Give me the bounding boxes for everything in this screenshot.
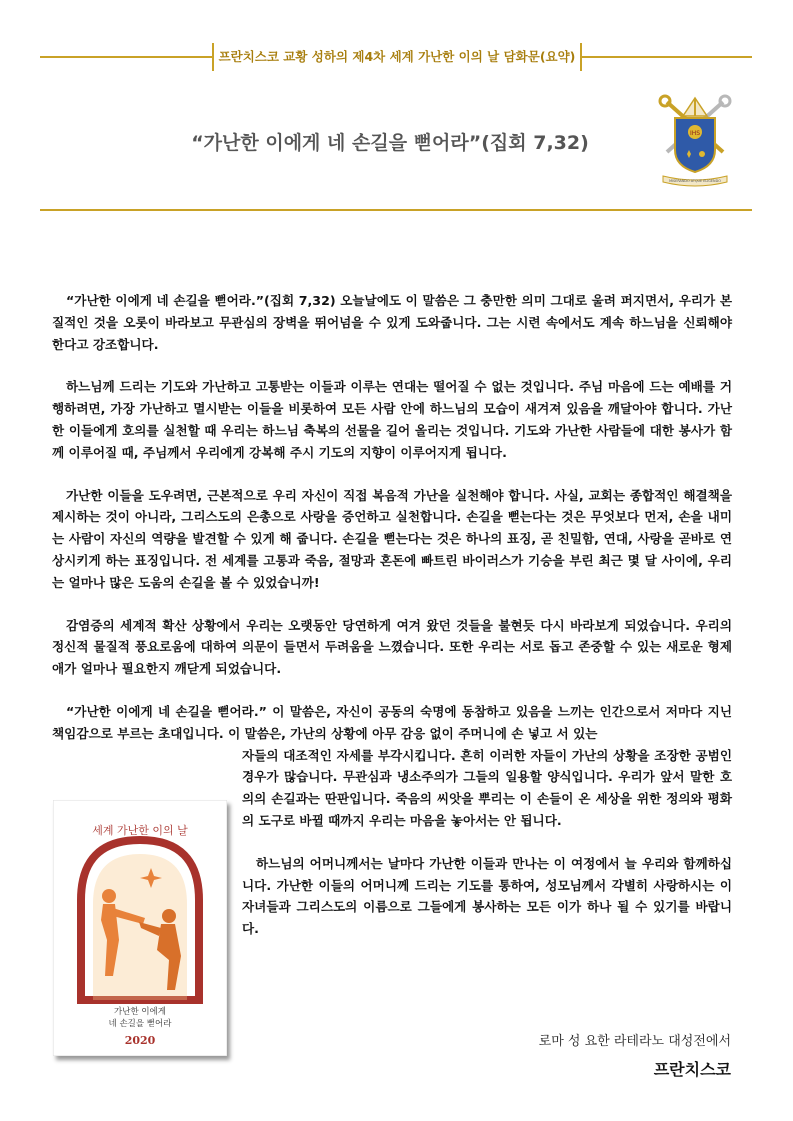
- poster-year: 2020: [124, 1034, 156, 1047]
- paragraph: “가난한 이에게 네 손길을 뻗어라.” 이 말씀은, 자신이 공동의 숙명에 동참하고 있음을 느끼는 인간으로서 저마다 지닌 책임감으로 부르는 초대입니다. 이 말씀은, 가난의 상황에 아무 감응 없이 주머니에 손 넣고 서 있는: [52, 703, 732, 741]
- world-day-of-the-poor-poster: [53, 800, 227, 1056]
- paragraph: “가난한 이에게 네 손길을 뻗어라.”(집회 7,32) 오늘날에도 이 말씀은 그 충만한 의미 그대로 울려 퍼지면서, 우리가 본질적인 것을 오롯이 바라보고 무관심의 장벽을 뛰어넘을 수 있게 도와줍니다. 그는 시련 속에서도 계속 하느님을 신뢰해야 한다고 강조합니다.: [52, 293, 732, 352]
- signature-block: [539, 1030, 731, 1080]
- signature-name: 프란치스코: [653, 1060, 731, 1079]
- header-label: 프란치스코 교황 성하의 제4차 세계 가난한 이의 날 담화문(요약): [212, 43, 582, 71]
- paragraph: 하느님께 드리는 기도와 가난하고 고통받는 이들과 이루는 연대는 떨어질 수 없는 것입니다. 주님 마음에 드는 예배를 거행하려면, 가장 가난하고 멸시받는 이들을 비롯하여 모든 사람 안에 하느님의 모습이 새겨져 있음을 깨달아야 합니다. 가난한 이들에게 호의를 실천할 때 우리는 하느님 축복의 선물을 길어 올리는 것입니다. 기도와 가난한 사람들에 대한 봉사가 함께 이루어질 때, 주님께서 우리에게 강복해 주시 기도의 지향이 이루어지게 됩니다.: [52, 379, 732, 460]
- svg-text:IHS: IHS: [689, 130, 701, 137]
- poster-line-2: 네 손길을 뻗어라: [108, 1019, 172, 1029]
- wrapped-text-block: [242, 745, 732, 940]
- paragraph: 가난한 이들을 도우려면, 근본적으로 우리 자신이 직접 복음적 가난을 실천해야 합니다. 사실, 교회는 종합적인 해결책을 제시하는 것이 아니라, 그리스도의 은총으로 사랑을 증언하고 실천합니다. 손길을 뻗는다는 것은 무엇보다 먼저, 손을 내미는 사람이 자신의 역량을 발견할 수 있게 해 줍니다. 손길을 뻗는다는 것은 하나의 표징, 곧 친밀함, 연대, 사랑을 곧바로 연상시키게 하는 표징입니다. 전 세계를 고통과 죽음, 절망과 혼돈에 빠트린 바이러스가 기승을 부린 최근 몇 달 사이에, 우리는 얼마나 많은 도움의 손길을 볼 수 있었습니까!: [52, 487, 732, 590]
- header-bottom-rule: [40, 209, 752, 211]
- paragraph: 감염증의 세계적 확산 상황에서 우리는 오랫동안 당연하게 여겨 왔던 것들을 불현듯 다시 바라보게 되었습니다. 우리의 정신적 물질적 풍요로움에 대하여 의문이 들면서 두려움을 느꼈습니다. 또한 우리는 서로 돕고 존중할 수 있는 새로운 형제애가 얼마나 필요한지 깨닫게 되었습니다.: [52, 617, 732, 677]
- poster-line-1: 가난한 이에게: [114, 1007, 166, 1017]
- paragraph-continued: 자들의 대조적인 자세를 부각시킵니다. 흔히 이러한 자들이 가난의 상황을 조장한 공범인 경우가 많습니다. 무관심과 냉소주의가 그들의 일용할 양식입니다. 우리가 앞서 말한 호의의 손길과는 딴판입니다. 죽음의 씨앗을 뿌리는 이 손들이 온 세상을 위한 정의와 평화의 도구로 바뀔 때까지 우리는 마음을 놓아서는 안 됩니다.: [242, 747, 732, 828]
- paragraph: 하느님의 어머니께서는 날마다 가난한 이들과 만나는 이 여정에서 늘 우리와 함께하십니다. 가난한 이들의 어머니께 드리는 기도를 통하여, 성모님께서 각별히 사랑하시는 이 자녀들과 그리스도의 이름으로 그들에게 봉사하는 모든 이가 하나 될 수 있기를 바랍니다.: [242, 855, 732, 937]
- poster-arc-text: 세계 가난한 이의 날: [92, 824, 188, 837]
- signature-place: 로마 성 요한 라테라노 대성전에서: [538, 1034, 731, 1049]
- page-title: “가난한 이에게 네 손길을 뻗어라”(집회 7,32): [191, 132, 589, 154]
- papal-coat-of-arms-icon: [655, 92, 735, 188]
- coat-motto: MISERANDO ATQUE ELIGENDO: [669, 179, 721, 183]
